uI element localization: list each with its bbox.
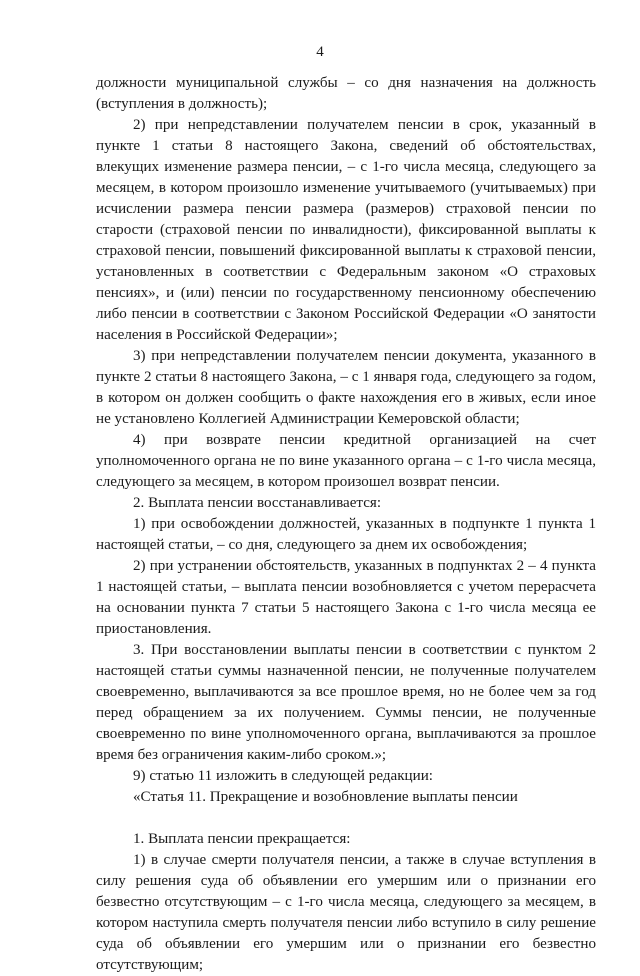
paragraph-termination-item-1: 1) в случае смерти получателя пенсии, а также в случае вступления в силу решения суда об объявлении его умершим или о признании его безвестно отсутствующим – с 1-го числа месяца, следующего за месяцем, в котором наступила смерть получателя пенсии либо вступило в силу решение суда об объявлении его умершим или о признании его безвестно отсутствующим;	[96, 852, 596, 973]
page-number: 4	[316, 44, 324, 60]
paragraph-item-2-suspension: 2) при непредставлении получателем пенсии в срок, указанный в пункте 1 статьи 8 настоящего Закона, сведений об обстоятельствах, влекущих изменение размера пенсии, – с 1-го числа месяца, следующего за месяцем, в котором произошло изменение учитываемого (учитываемых) при исчислении размера пенсии размера (размеров) страховой пенсии по старости (страховой пенсии по инвалидности), фиксированной выплаты к страховой пенсии, повышений фиксированной выплаты к страховой пенсии, установленных в соответствии с Федеральным законом «О страховых пенсиях», и (или) пенсии по государственному пенсионному обеспечению либо пенсии в соответствии с Законом Российской Федерации «О занятости населения в Российской Федерации»;	[96, 117, 596, 343]
paragraph-termination-heading: 1. Выплата пенсии прекращается:	[133, 831, 351, 847]
paragraph-continuation: должности муниципальной службы – со дня назначения на должность (вступления в должность);	[96, 75, 596, 112]
paragraph-restore-item-1: 1) при освобождении должностей, указанных в подпункте 1 пункта 1 настоящей статьи, – со дня, следующего за днем их освобождения;	[96, 516, 596, 553]
paragraph-amendment-9: 9) статью 11 изложить в следующей редакции:	[133, 768, 433, 784]
paragraph-item-3-suspension: 3) при непредставлении получателем пенсии документа, указанного в пункте 2 статьи 8 настоящего Закона, – с 1 января года, следующего за годом, в котором он должен сообщить о факте нахождения его в живых, если иное не установлено Коллегией Администрации Кемеровской области;	[96, 348, 596, 427]
paragraph-item-4-suspension: 4) при возврате пенсии кредитной организацией на счет уполномоченного органа не по вине указанного органа – с 1-го числа месяца, следующего за месяцем, в котором произошел возврат пенсии.	[96, 432, 596, 490]
document-body	[96, 73, 596, 976]
paragraph-section-3: 3. При восстановлении выплаты пенсии в соответствии с пунктом 2 настоящей статьи суммы назначенной пенсии, не полученные получателем своевременно, выплачиваются за все прошлое время, но не более чем за год перед обращением за их получением. Суммы пенсии, не полученные своевременно по вине уполномоченного органа, выплачиваются за прошлое время без ограничения каким-либо сроком.»;	[96, 642, 596, 763]
article-11-title: «Статья 11. Прекращение и возобновление выплаты пенсии	[133, 789, 518, 805]
paragraph-restore-item-2: 2) при устранении обстоятельств, указанных в подпунктах 2 – 4 пункта 1 настоящей статьи, – выплата пенсии возобновляется с учетом перерасчета на основании пункта 7 статьи 5 настоящего Закона с 1-го числа месяца ее приостановления.	[96, 558, 596, 637]
paragraph-section-2-heading: 2. Выплата пенсии восстанавливается:	[133, 495, 382, 511]
